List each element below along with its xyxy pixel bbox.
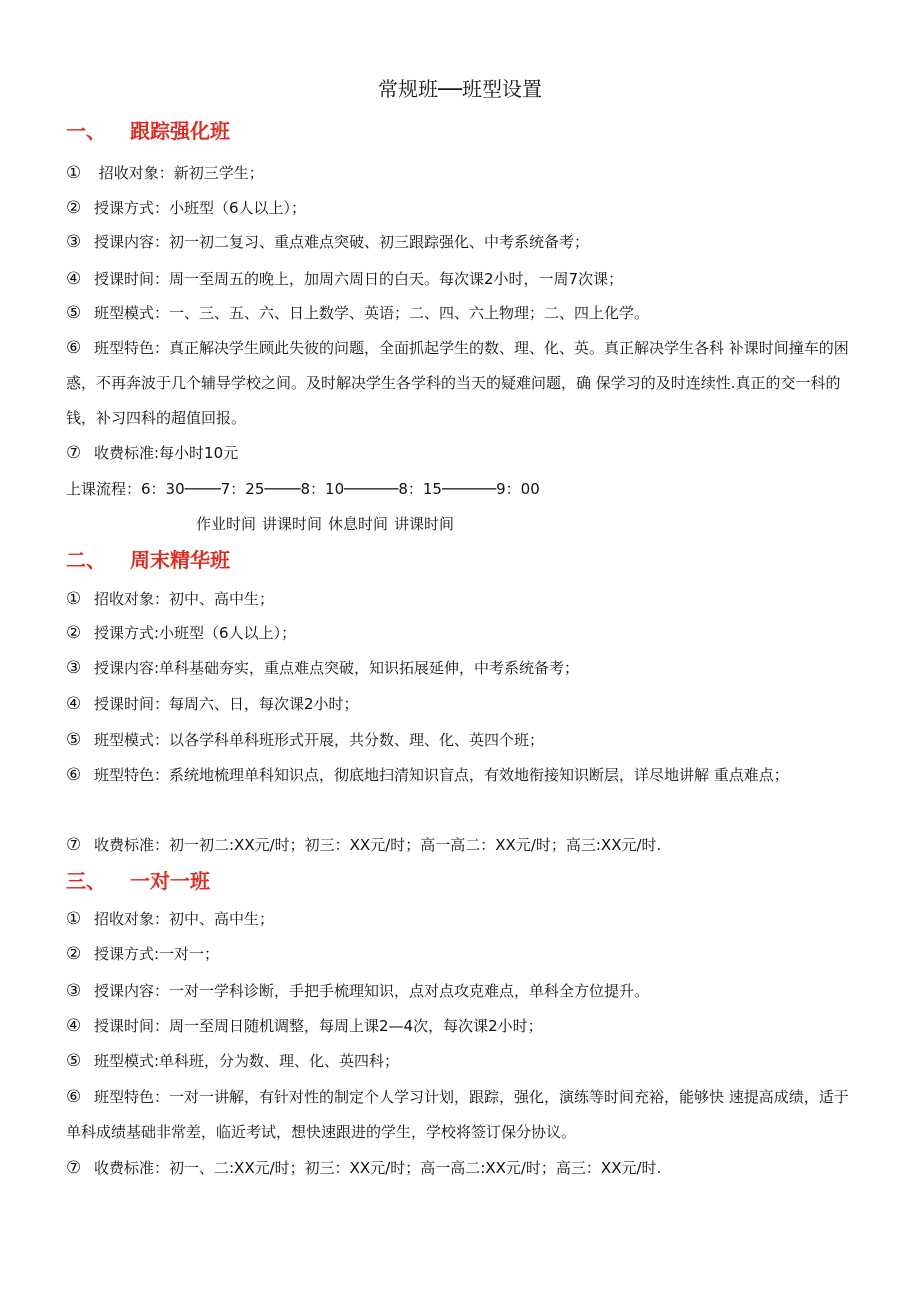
schedule-label: 讲课时间 — [394, 515, 455, 533]
list-item: ④ 授课时间：周一至周日随机调整，每周上课2—4次，每次课2小时； — [66, 1016, 543, 1036]
list-item: ② 授课方式：小班型（6人以上）； — [66, 198, 307, 218]
list-item: ⑥ 班型特色：系统地梳理单科知识点，彻底地扫清知识盲点，有效地衔接知识断层，详尽地讲解 重点难点； — [66, 765, 789, 785]
list-item: ⑥ 班型特色：一对一讲解，有针对性的制定个人学习计划，跟踪，强化，演练等时间充裕，能够快 速提高成绩，适于单科成绩基础非常差，临近考试，想快速跟进的学生，学校将签订保分协议。 — [66, 1087, 849, 1141]
list-item: ③ 授课内容:单科基础夯实，重点难点突破，知识拓展延伸，中考系统备考； — [66, 658, 580, 678]
list-item: ⑤ 班型模式：以各学科单科班形式开展，共分数、理、化、英四个班； — [66, 730, 545, 750]
section-title: 跟踪强化班 — [130, 119, 230, 143]
section-heading-2 — [66, 545, 230, 575]
schedule-label: 作业时间 — [196, 515, 257, 533]
list-item: ② 授课方式:一对一； — [66, 944, 220, 964]
section-title: 一对一班 — [130, 869, 210, 893]
schedule-line: 上课流程：6：30────7：25────8：10──────8：15──────9：00 — [66, 480, 540, 498]
list-item: ④ 授课时间：周一至周五的晚上，加周六周日的白天。每次课2小时，一周7次课； — [66, 269, 624, 289]
section-number: 一、 — [66, 119, 106, 143]
list-item: ⑥ 班型特色：真正解决学生顾此失彼的问题，全面抓起学生的数、理、化、英。真正解决学生各科 补课时间撞车的困惑，不再奔波于几个辅导学校之间。及时解决学生各学科的当天的疑难问题，确 保学习的及时连续性.真正的交一科的钱，补习四科的超值回报。 — [66, 338, 849, 427]
list-item: ⑤ 班型模式:单科班，分为数、理、化、英四科； — [66, 1051, 400, 1071]
section-heading-3 — [66, 866, 210, 896]
section-title: 周末精华班 — [130, 548, 230, 572]
list-item: ③ 授课内容：初一初二复习、重点难点突破、初三跟踪强化、中考系统备考； — [66, 232, 590, 252]
section-number: 三、 — [66, 869, 106, 893]
schedule-label: 休息时间 — [328, 515, 389, 533]
list-item: ① 招收对象：新初三学生； — [66, 163, 264, 183]
list-item: ② 授课方式:小班型（6人以上）； — [66, 623, 297, 643]
section-heading-1 — [66, 116, 230, 146]
schedule-label: 讲课时间 — [262, 515, 323, 533]
schedule-labels — [196, 512, 460, 536]
list-item: ③ 授课内容：一对一学科诊断，手把手梳理知识，点对点攻克难点，单科全方位提升。 — [66, 981, 650, 1001]
page-title: 常规班──班型设置 — [377, 77, 543, 101]
list-item: ① 招收对象：初中、高中生； — [66, 589, 275, 609]
list-item: ⑦ 收费标准：初一初二:XX元/时；初三：XX元/时；高一高二：XX元/时；高三:XX元/时. — [66, 835, 662, 855]
list-item: ⑦ 收费标准：初一、二:XX元/时；初三：XX元/时；高一高二:XX元/时；高三：XX元/时. — [66, 1158, 662, 1178]
list-item: ① 招收对象：初中、高中生； — [66, 909, 275, 929]
list-item: ⑤ 班型模式：一、三、五、六、日上数学、英语；二、四、六上物理；二、四上化学。 — [66, 303, 650, 323]
section-number: 二、 — [66, 548, 106, 572]
list-item: ④ 授课时间：每周六、日，每次课2小时； — [66, 694, 359, 714]
list-item: ⑦ 收费标准:每小时10元 — [66, 443, 239, 463]
